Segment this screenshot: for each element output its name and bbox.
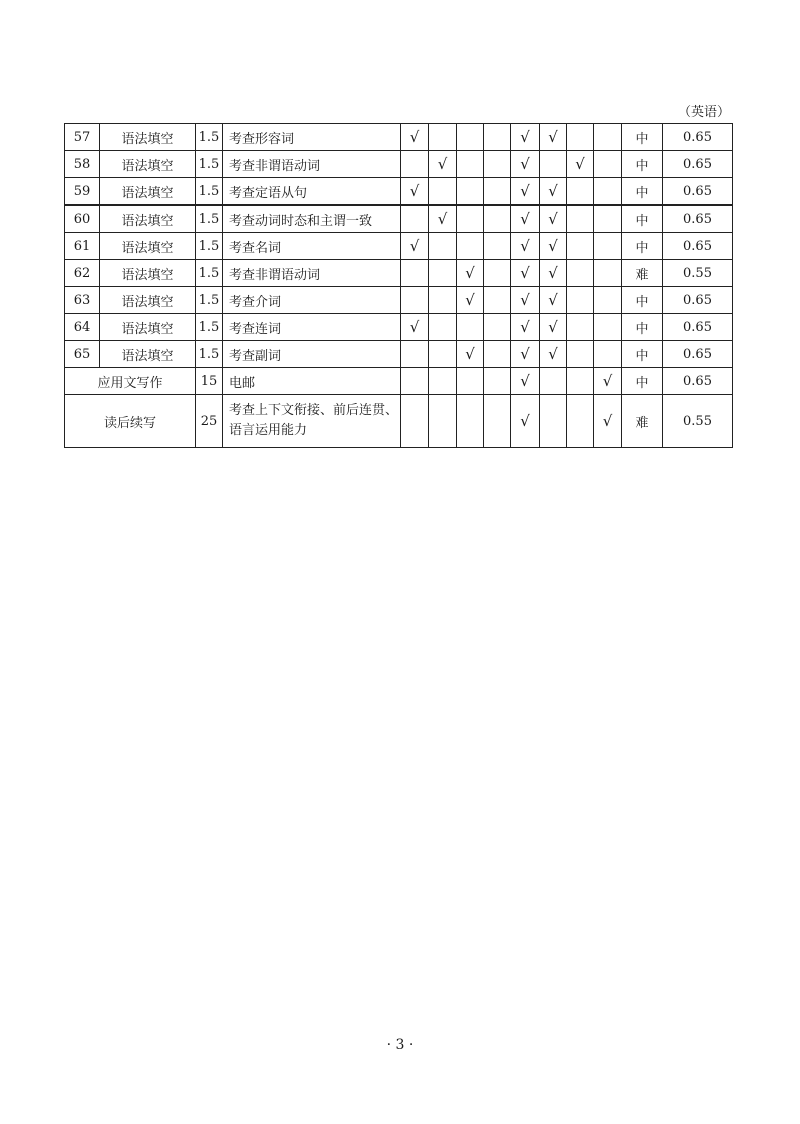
question-description: 考查非谓语动词 <box>223 151 401 178</box>
check-cell <box>429 260 457 287</box>
question-type: 语法填空 <box>100 287 196 314</box>
check-cell <box>567 178 594 206</box>
check-cell <box>457 395 484 448</box>
check-cell <box>401 205 429 233</box>
check-mark: √ <box>409 128 420 146</box>
check-cell <box>401 151 429 178</box>
difficulty-value: 0.65 <box>663 287 733 314</box>
check-cell <box>511 395 540 448</box>
check-cell <box>567 124 594 151</box>
check-mark: √ <box>548 182 558 200</box>
check-cell <box>567 233 594 260</box>
check-cell <box>540 395 567 448</box>
question-type: 语法填空 <box>100 124 196 151</box>
difficulty-level: 中 <box>622 124 663 151</box>
check-cell <box>484 395 511 448</box>
check-mark: √ <box>409 182 420 200</box>
difficulty-value: 0.55 <box>663 260 733 287</box>
check-cell <box>540 287 567 314</box>
question-score: 1.5 <box>196 260 223 287</box>
question-number: 61 <box>65 233 100 260</box>
check-mark: √ <box>548 264 558 282</box>
check-cell <box>429 151 457 178</box>
check-cell <box>401 178 429 206</box>
table-row <box>65 341 733 368</box>
check-mark: √ <box>465 291 475 309</box>
difficulty-level: 中 <box>622 151 663 178</box>
check-mark: √ <box>409 237 420 255</box>
question-score: 1.5 <box>196 205 223 233</box>
difficulty-level: 中 <box>622 178 663 206</box>
check-mark: √ <box>520 210 530 228</box>
check-cell <box>511 368 540 395</box>
question-description: 考查介词 <box>223 287 401 314</box>
table-row <box>65 287 733 314</box>
check-cell <box>484 260 511 287</box>
check-mark: √ <box>437 210 448 228</box>
check-cell <box>567 314 594 341</box>
question-score: 1.5 <box>196 287 223 314</box>
question-number: 65 <box>65 341 100 368</box>
check-cell <box>511 260 540 287</box>
check-cell <box>457 260 484 287</box>
check-mark: √ <box>575 155 585 173</box>
check-cell <box>401 260 429 287</box>
check-cell <box>429 395 457 448</box>
check-cell <box>594 233 622 260</box>
table-row <box>65 368 733 395</box>
difficulty-level: 中 <box>622 368 663 395</box>
check-cell <box>594 151 622 178</box>
question-type: 语法填空 <box>100 260 196 287</box>
check-cell <box>401 124 429 151</box>
check-mark: √ <box>465 345 475 363</box>
question-description: 考查名词 <box>223 233 401 260</box>
check-cell <box>457 233 484 260</box>
check-mark: √ <box>602 412 613 430</box>
check-mark: √ <box>548 210 558 228</box>
difficulty-level: 中 <box>622 341 663 368</box>
check-cell <box>401 233 429 260</box>
check-cell <box>484 314 511 341</box>
check-cell <box>401 314 429 341</box>
check-cell <box>457 287 484 314</box>
question-score: 1.5 <box>196 233 223 260</box>
question-number: 60 <box>65 205 100 233</box>
check-cell <box>594 368 622 395</box>
check-cell <box>594 395 622 448</box>
question-type: 语法填空 <box>100 341 196 368</box>
check-mark: √ <box>548 128 558 146</box>
question-type: 语法填空 <box>100 178 196 206</box>
check-cell <box>540 205 567 233</box>
check-cell <box>511 341 540 368</box>
check-cell <box>594 314 622 341</box>
check-cell <box>511 151 540 178</box>
check-cell <box>567 368 594 395</box>
check-mark: √ <box>520 372 530 390</box>
table-row <box>65 260 733 287</box>
check-cell <box>484 178 511 206</box>
check-cell <box>594 205 622 233</box>
check-cell <box>429 178 457 206</box>
check-mark: √ <box>520 291 530 309</box>
check-mark: √ <box>520 237 530 255</box>
difficulty-value: 0.65 <box>663 314 733 341</box>
table-row <box>65 395 733 448</box>
check-mark: √ <box>520 128 530 146</box>
difficulty-value: 0.65 <box>663 341 733 368</box>
question-number: 64 <box>65 314 100 341</box>
table-row <box>65 151 733 178</box>
check-cell <box>457 151 484 178</box>
check-cell <box>429 205 457 233</box>
table-row <box>65 178 733 206</box>
check-mark: √ <box>602 372 613 390</box>
check-cell <box>484 151 511 178</box>
check-cell <box>484 124 511 151</box>
difficulty-level: 中 <box>622 287 663 314</box>
check-cell <box>511 124 540 151</box>
check-cell <box>594 287 622 314</box>
check-cell <box>484 341 511 368</box>
check-cell <box>457 205 484 233</box>
check-mark: √ <box>520 412 530 430</box>
question-score: 15 <box>196 368 223 395</box>
check-cell <box>594 124 622 151</box>
question-type: 语法填空 <box>100 205 196 233</box>
check-cell <box>540 151 567 178</box>
check-cell <box>540 260 567 287</box>
check-mark: √ <box>520 318 530 336</box>
check-cell <box>594 341 622 368</box>
table-row <box>65 314 733 341</box>
question-score: 1.5 <box>196 124 223 151</box>
check-cell <box>401 368 429 395</box>
check-mark: √ <box>548 237 558 255</box>
check-mark: √ <box>520 182 530 200</box>
check-cell <box>457 314 484 341</box>
question-analysis-table <box>64 123 733 448</box>
check-cell <box>511 178 540 206</box>
check-cell <box>511 314 540 341</box>
check-mark: √ <box>548 318 558 336</box>
check-cell <box>567 205 594 233</box>
question-number: 59 <box>65 178 100 206</box>
check-cell <box>457 341 484 368</box>
check-cell <box>484 368 511 395</box>
check-mark: √ <box>548 291 558 309</box>
check-cell <box>484 205 511 233</box>
difficulty-value: 0.65 <box>663 233 733 260</box>
question-type: 应用文写作 <box>65 368 196 395</box>
check-cell <box>511 233 540 260</box>
difficulty-value: 0.55 <box>663 395 733 448</box>
check-cell <box>511 205 540 233</box>
check-cell <box>429 368 457 395</box>
table-row <box>65 124 733 151</box>
table-row <box>65 233 733 260</box>
check-cell <box>540 124 567 151</box>
question-score: 1.5 <box>196 151 223 178</box>
difficulty-value: 0.65 <box>663 178 733 206</box>
check-mark: √ <box>409 318 420 336</box>
question-score: 25 <box>196 395 223 448</box>
check-cell <box>540 341 567 368</box>
check-cell <box>429 287 457 314</box>
difficulty-level: 中 <box>622 314 663 341</box>
check-cell <box>429 341 457 368</box>
check-cell <box>457 178 484 206</box>
question-description: 考查上下文衔接、前后连贯、语言运用能力 <box>223 395 401 448</box>
check-cell <box>511 287 540 314</box>
question-number: 58 <box>65 151 100 178</box>
check-cell <box>429 124 457 151</box>
check-cell <box>540 368 567 395</box>
page-number: · 3 · <box>386 1037 414 1053</box>
check-cell <box>401 395 429 448</box>
check-cell <box>594 178 622 206</box>
check-mark: √ <box>437 155 448 173</box>
difficulty-value: 0.65 <box>663 151 733 178</box>
check-mark: √ <box>520 155 530 173</box>
question-number: 57 <box>65 124 100 151</box>
question-type: 读后续写 <box>65 395 196 448</box>
question-number: 63 <box>65 287 100 314</box>
check-cell <box>540 233 567 260</box>
check-cell <box>429 314 457 341</box>
check-cell <box>457 368 484 395</box>
question-description: 考查非谓语动词 <box>223 260 401 287</box>
difficulty-level: 中 <box>622 233 663 260</box>
check-cell <box>484 287 511 314</box>
question-type: 语法填空 <box>100 151 196 178</box>
question-description: 考查形容词 <box>223 124 401 151</box>
check-mark: √ <box>465 264 475 282</box>
subject-label: （英语） <box>677 105 730 120</box>
check-mark: √ <box>520 264 530 282</box>
difficulty-value: 0.65 <box>663 205 733 233</box>
difficulty-level: 难 <box>622 260 663 287</box>
check-cell <box>429 233 457 260</box>
check-cell <box>567 341 594 368</box>
check-cell <box>484 233 511 260</box>
difficulty-value: 0.65 <box>663 124 733 151</box>
check-cell <box>567 287 594 314</box>
check-cell <box>540 178 567 206</box>
question-number: 62 <box>65 260 100 287</box>
check-cell <box>457 124 484 151</box>
question-description: 考查连词 <box>223 314 401 341</box>
check-cell <box>401 341 429 368</box>
question-description: 考查动词时态和主谓一致 <box>223 205 401 233</box>
question-description: 考查定语从句 <box>223 178 401 206</box>
question-description: 电邮 <box>223 368 401 395</box>
check-cell <box>594 260 622 287</box>
check-cell <box>401 287 429 314</box>
difficulty-value: 0.65 <box>663 368 733 395</box>
question-type: 语法填空 <box>100 314 196 341</box>
check-mark: √ <box>520 345 530 363</box>
question-description: 考查副词 <box>223 341 401 368</box>
question-score: 1.5 <box>196 341 223 368</box>
check-cell <box>567 395 594 448</box>
question-score: 1.5 <box>196 178 223 206</box>
difficulty-level: 难 <box>622 395 663 448</box>
check-cell <box>567 260 594 287</box>
question-score: 1.5 <box>196 314 223 341</box>
difficulty-level: 中 <box>622 205 663 233</box>
question-type: 语法填空 <box>100 233 196 260</box>
table-row <box>65 205 733 233</box>
check-cell <box>567 151 594 178</box>
check-mark: √ <box>548 345 558 363</box>
check-cell <box>540 314 567 341</box>
